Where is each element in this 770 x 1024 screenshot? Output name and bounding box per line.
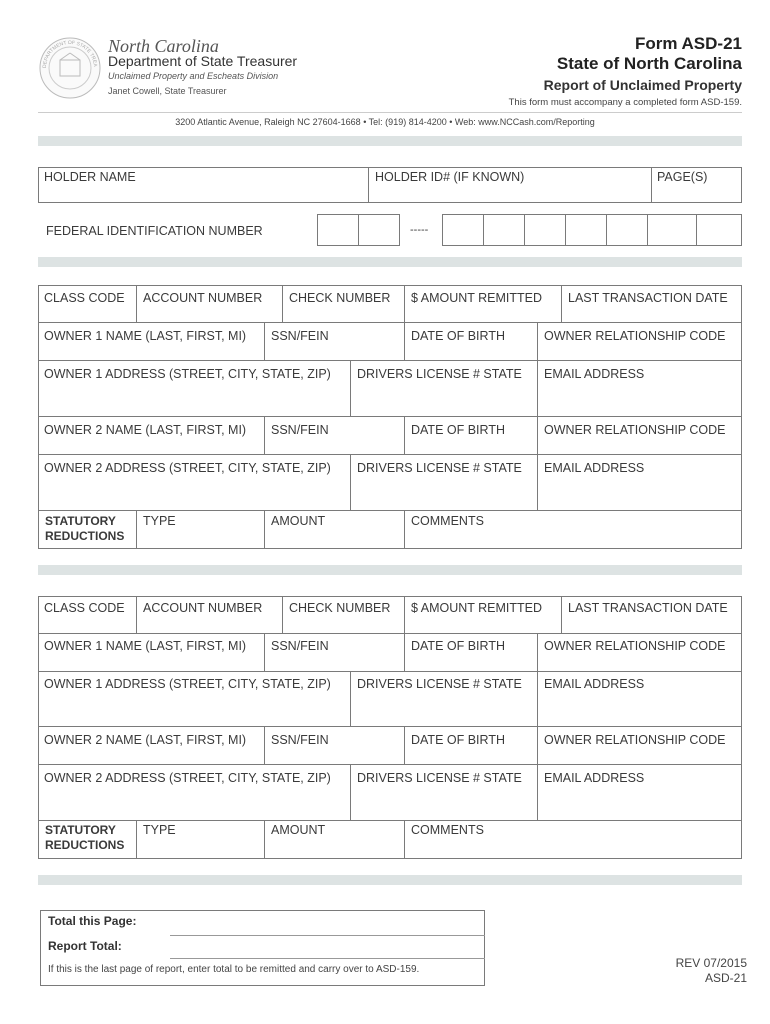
reductions-label: REDUCTIONS xyxy=(45,529,125,543)
fein-digit-box[interactable] xyxy=(565,214,607,246)
amount-remitted-field[interactable]: $ AMOUNT REMITTED xyxy=(411,601,543,615)
class-code-field[interactable]: CLASS CODE xyxy=(44,291,125,305)
owner1-address-field[interactable]: OWNER 1 ADDRESS (STREET, CITY, STATE, ZIP) xyxy=(44,677,331,691)
owner2-address-field[interactable]: OWNER 2 ADDRESS (STREET, CITY, STATE, ZIP) xyxy=(44,771,331,785)
owner1-name-field[interactable]: OWNER 1 NAME (LAST, FIRST, MI) xyxy=(44,639,247,653)
report-title: Report of Unclaimed Property xyxy=(543,77,742,93)
revision-label: REV 07/2015 xyxy=(675,956,747,970)
owner1-dob-field[interactable]: DATE OF BIRTH xyxy=(411,329,505,343)
treasurer-name: Janet Cowell, State Treasurer xyxy=(108,86,227,96)
owner1-dob-field[interactable]: DATE OF BIRTH xyxy=(411,639,505,653)
section-bar xyxy=(38,875,742,885)
fein-digit-box[interactable] xyxy=(442,214,484,246)
owner2-address-field[interactable]: OWNER 2 ADDRESS (STREET, CITY, STATE, ZIP) xyxy=(44,461,331,475)
fein-digit-box[interactable] xyxy=(317,214,359,246)
owner1-email-field[interactable]: EMAIL ADDRESS xyxy=(544,677,645,691)
owner1-dl-field[interactable]: DRIVERS LICENSE # STATE xyxy=(357,677,522,691)
statutory-label: STATUTORY xyxy=(45,823,116,837)
fein-digit-box[interactable] xyxy=(358,214,400,246)
section-bar xyxy=(38,565,742,575)
totals-instruction: If this is the last page of report, enter total to be remitted and carry over to ASD-159. xyxy=(48,964,420,975)
owner1-name-field[interactable]: OWNER 1 NAME (LAST, FIRST, MI) xyxy=(44,329,247,343)
owner1-dl-field[interactable]: DRIVERS LICENSE # STATE xyxy=(357,367,522,381)
reduction-amount-field[interactable]: AMOUNT xyxy=(271,823,326,837)
contact-address: 3200 Atlantic Avenue, Raleigh NC 27604-1668 • Tel: (919) 814-4200 • Web: www.NCCash.com/Reporting xyxy=(175,117,595,127)
owner2-email-field[interactable]: EMAIL ADDRESS xyxy=(544,771,645,785)
fein-label: FEDERAL IDENTIFICATION NUMBER xyxy=(46,224,263,238)
amount-remitted-field[interactable]: $ AMOUNT REMITTED xyxy=(411,291,543,305)
total-page-line[interactable] xyxy=(170,935,485,936)
pages-field[interactable]: PAGE(S) xyxy=(657,170,708,184)
owner2-email-field[interactable]: EMAIL ADDRESS xyxy=(544,461,645,475)
department-name: Department of State Treasurer xyxy=(108,53,298,69)
owner2-ssn-field[interactable]: SSN/FEIN xyxy=(271,733,329,747)
reduction-type-field[interactable]: TYPE xyxy=(143,823,176,837)
owner2-ssn-field[interactable]: SSN/FEIN xyxy=(271,423,329,437)
statutory-label: STATUTORY xyxy=(45,514,116,528)
owner2-dob-field[interactable]: DATE OF BIRTH xyxy=(411,733,505,747)
fein-dash: ----- xyxy=(410,224,429,236)
section-bar xyxy=(38,136,742,146)
holder-name-field[interactable]: HOLDER NAME xyxy=(44,170,136,184)
account-number-field[interactable]: ACCOUNT NUMBER xyxy=(143,601,263,615)
owner1-ssn-field[interactable]: SSN/FEIN xyxy=(271,329,329,343)
fein-digit-box[interactable] xyxy=(524,214,566,246)
division-name: Unclaimed Property and Escheats Division xyxy=(108,71,279,81)
check-number-field[interactable]: CHECK NUMBER xyxy=(289,291,391,305)
owner1-address-field[interactable]: OWNER 1 ADDRESS (STREET, CITY, STATE, ZIP) xyxy=(44,367,331,381)
reduction-comments-field[interactable]: COMMENTS xyxy=(411,514,484,528)
owner2-relationship-field[interactable]: OWNER RELATIONSHIP CODE xyxy=(544,423,726,437)
fein-digit-box[interactable] xyxy=(606,214,648,246)
form-code-label: ASD-21 xyxy=(704,971,747,985)
owner2-dob-field[interactable]: DATE OF BIRTH xyxy=(411,423,505,437)
check-number-field[interactable]: CHECK NUMBER xyxy=(289,601,391,615)
state-seal xyxy=(38,36,102,100)
owner1-email-field[interactable]: EMAIL ADDRESS xyxy=(544,367,645,381)
report-total-label: Report Total: xyxy=(48,939,122,953)
reduction-amount-field[interactable]: AMOUNT xyxy=(271,514,326,528)
owner1-relationship-field[interactable]: OWNER RELATIONSHIP CODE xyxy=(544,329,726,343)
reductions-label: REDUCTIONS xyxy=(45,838,125,852)
owner2-dl-field[interactable]: DRIVERS LICENSE # STATE xyxy=(357,771,522,785)
owner2-name-field[interactable]: OWNER 2 NAME (LAST, FIRST, MI) xyxy=(44,733,247,747)
reduction-comments-field[interactable]: COMMENTS xyxy=(411,823,484,837)
form-number: Form ASD-21 xyxy=(634,34,742,53)
owner2-name-field[interactable]: OWNER 2 NAME (LAST, FIRST, MI) xyxy=(44,423,247,437)
owner2-relationship-field[interactable]: OWNER RELATIONSHIP CODE xyxy=(544,733,726,747)
form-note: This form must accompany a completed form ASD-159. xyxy=(508,97,742,108)
state-title: State of North Carolina xyxy=(556,54,742,73)
header-divider xyxy=(38,112,742,113)
svg-text:DEPARTMENT OF STATE TREASURER: DEPARTMENT OF STATE TREA xyxy=(41,39,99,69)
last-transaction-field[interactable]: LAST TRANSACTION DATE xyxy=(568,601,728,615)
owner2-dl-field[interactable]: DRIVERS LICENSE # STATE xyxy=(357,461,522,475)
owner1-ssn-field[interactable]: SSN/FEIN xyxy=(271,639,329,653)
class-code-field[interactable]: CLASS CODE xyxy=(44,601,125,615)
owner1-relationship-field[interactable]: OWNER RELATIONSHIP CODE xyxy=(544,639,726,653)
fein-digit-box[interactable] xyxy=(647,214,697,246)
holder-id-field[interactable]: HOLDER ID# (IF KNOWN) xyxy=(375,170,525,184)
fein-digit-box[interactable] xyxy=(696,214,742,246)
section-bar xyxy=(38,257,742,267)
fein-digit-box[interactable] xyxy=(483,214,525,246)
state-script-title: North Carolina xyxy=(108,36,219,56)
account-number-field[interactable]: ACCOUNT NUMBER xyxy=(143,291,263,305)
report-total-line[interactable] xyxy=(170,958,485,959)
total-page-label: Total this Page: xyxy=(48,914,137,928)
last-transaction-field[interactable]: LAST TRANSACTION DATE xyxy=(568,291,728,305)
reduction-type-field[interactable]: TYPE xyxy=(143,514,176,528)
